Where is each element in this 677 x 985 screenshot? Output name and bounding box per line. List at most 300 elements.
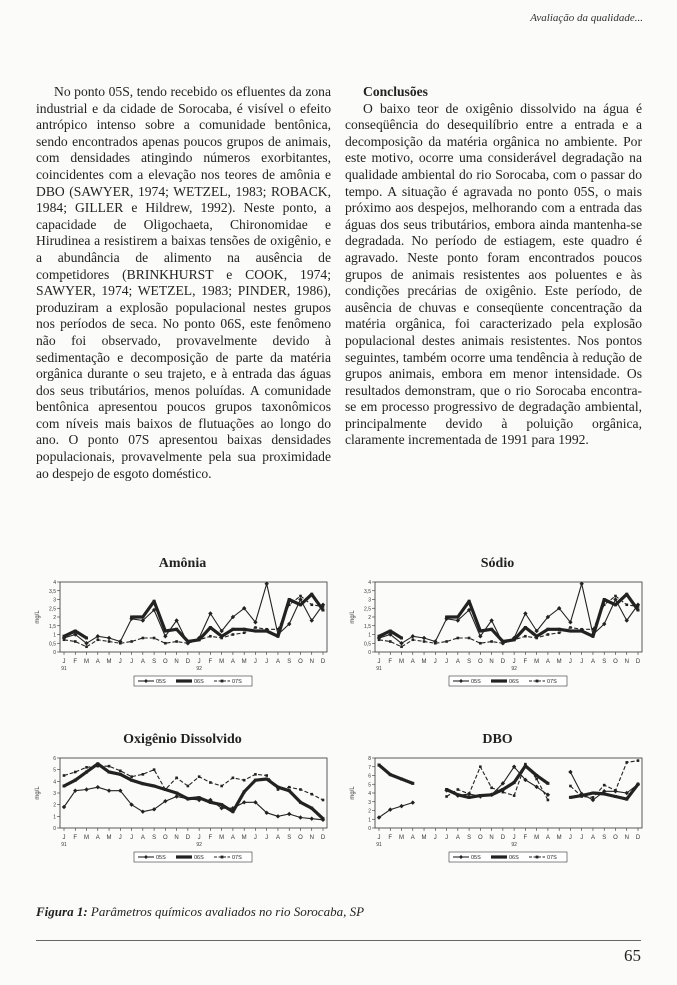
chart-svg: [345, 576, 650, 700]
data-point-05S: [107, 788, 111, 792]
x-tick-label: J: [130, 659, 134, 665]
y-tick-label: 1: [368, 632, 371, 639]
y-axis-label: mg/L: [350, 610, 356, 624]
y-tick-label: 3: [53, 791, 56, 797]
x-tick-label: O: [298, 835, 303, 841]
data-point-07S: [502, 642, 505, 645]
x-tick-label: A: [455, 659, 460, 665]
data-point-07S: [220, 785, 223, 788]
data-point-07S: [142, 773, 145, 776]
legend-marker: [498, 680, 501, 683]
data-point-06S: [546, 628, 549, 631]
data-point-06S: [85, 771, 88, 774]
y-tick-label: 2: [53, 615, 56, 621]
data-point-06S: [231, 810, 234, 813]
chart-svg: [30, 752, 335, 876]
data-point-06S: [186, 797, 189, 800]
x-tick-label: A: [140, 659, 145, 665]
x-tick-label: D: [635, 835, 641, 841]
data-point-07S: [547, 799, 550, 802]
series-line-07S: [64, 766, 323, 800]
year-label: 92: [511, 842, 517, 848]
year-label: 91: [61, 842, 67, 848]
y-tick-label: 4: [368, 580, 371, 586]
x-tick-label: S: [467, 659, 472, 665]
data-point-07S: [580, 628, 583, 631]
data-point-07S: [524, 763, 527, 766]
data-point-07S: [490, 786, 493, 789]
data-point-07S: [108, 765, 111, 768]
data-point-07S: [535, 778, 538, 781]
data-point-06S: [85, 637, 88, 640]
y-tick-label: 1,5: [49, 623, 56, 630]
data-point-07S: [119, 642, 122, 645]
x-tick-label: J: [62, 659, 66, 665]
x-tick-label: J: [568, 659, 572, 665]
data-point-05S: [298, 597, 302, 601]
data-point-05S: [276, 814, 280, 818]
data-point-07S: [74, 771, 77, 774]
section-heading: Conclusões: [363, 84, 428, 99]
y-tick-label: 7: [368, 764, 371, 771]
x-tick-label: A: [590, 659, 595, 665]
x-tick-label: O: [478, 835, 483, 841]
data-point-05S: [287, 812, 291, 816]
data-point-07S: [445, 640, 448, 643]
x-tick-label: J: [512, 659, 516, 665]
x-tick-label: F: [388, 835, 393, 841]
y-tick-label: 3,5: [364, 588, 371, 595]
y-tick-label: 6: [368, 773, 371, 780]
legend-marker: [221, 680, 224, 683]
chart-amonia: [30, 556, 335, 696]
data-point-05S: [107, 636, 111, 640]
x-tick-label: O: [613, 659, 618, 665]
data-point-07S: [580, 795, 583, 798]
data-point-06S: [108, 771, 111, 774]
y-tick-label: 5: [368, 782, 371, 789]
year-label: 91: [376, 842, 382, 848]
data-point-07S: [63, 638, 66, 641]
data-point-05S: [96, 785, 100, 789]
x-tick-label: F: [208, 835, 213, 841]
data-point-05S: [298, 815, 302, 819]
data-point-07S: [378, 638, 381, 641]
x-tick-label: M: [556, 659, 562, 665]
data-point-07S: [288, 786, 291, 789]
data-point-06S: [175, 628, 178, 631]
x-tick-label: D: [320, 659, 326, 665]
y-axis-label: mg/L: [35, 610, 41, 624]
legend-label: 05S: [471, 855, 481, 861]
data-point-06S: [243, 790, 246, 793]
series-line-06S: [64, 764, 323, 819]
x-tick-label: S: [287, 659, 292, 665]
chart-title: Amônia: [158, 556, 207, 571]
x-tick-label: S: [602, 835, 607, 841]
data-point-07S: [130, 640, 133, 643]
data-point-07S: [310, 603, 313, 606]
data-point-06S: [456, 793, 459, 796]
chart-title: DBO: [482, 732, 513, 747]
x-tick-label: S: [152, 835, 157, 841]
data-point-07S: [153, 637, 156, 640]
data-point-07S: [423, 640, 426, 643]
data-point-07S: [400, 645, 403, 648]
x-tick-label: A: [95, 835, 100, 841]
y-axis-label: mg/L: [350, 786, 356, 800]
chart-title: Sódio: [480, 556, 515, 571]
y-tick-label: 4: [53, 580, 56, 586]
data-point-07S: [524, 635, 527, 638]
x-tick-label: F: [388, 659, 393, 665]
data-point-07S: [243, 779, 246, 782]
data-point-07S: [198, 638, 201, 641]
data-point-07S: [277, 628, 280, 631]
chart-title: Oxigênio Dissolvido: [123, 732, 242, 747]
data-point-07S: [85, 645, 88, 648]
x-tick-label: D: [500, 835, 506, 841]
running-head: Avaliação da qualidade...: [530, 12, 643, 24]
x-tick-label: J: [197, 835, 201, 841]
data-point-05S: [399, 804, 403, 808]
x-tick-label: O: [298, 659, 303, 665]
data-point-07S: [232, 633, 235, 636]
chart-svg: [345, 752, 650, 876]
x-tick-label: M: [241, 659, 247, 665]
x-tick-label: A: [275, 835, 280, 841]
data-point-06S: [153, 785, 156, 788]
x-tick-label: J: [377, 835, 381, 841]
year-label: 92: [196, 842, 202, 848]
data-point-06S: [524, 626, 527, 629]
y-tick-label: 4: [368, 791, 371, 797]
x-tick-label: A: [545, 659, 550, 665]
data-point-06S: [614, 603, 617, 606]
x-tick-label: J: [433, 835, 437, 841]
data-point-06S: [130, 779, 133, 782]
data-point-05S: [422, 636, 426, 640]
data-point-06S: [130, 616, 133, 619]
x-tick-label: A: [95, 659, 100, 665]
left-column: [36, 84, 331, 482]
x-tick-label: M: [556, 835, 562, 841]
data-point-06S: [625, 593, 628, 596]
year-label: 92: [511, 666, 517, 672]
data-point-07S: [243, 631, 246, 634]
data-point-06S: [445, 616, 448, 619]
x-tick-label: M: [421, 835, 427, 841]
data-point-07S: [175, 640, 178, 643]
data-point-06S: [63, 635, 66, 638]
x-tick-label: M: [241, 835, 247, 841]
y-axis-label: mg/L: [35, 786, 41, 800]
data-point-06S: [411, 782, 414, 785]
x-tick-label: A: [140, 835, 145, 841]
data-point-06S: [400, 637, 403, 640]
data-point-06S: [322, 817, 325, 820]
data-point-07S: [96, 638, 99, 641]
data-point-06S: [569, 630, 572, 633]
legend-label: 07S: [232, 679, 242, 685]
x-tick-label: A: [590, 835, 595, 841]
x-tick-label: M: [84, 659, 90, 665]
data-point-06S: [209, 801, 212, 804]
data-point-07S: [637, 605, 640, 608]
data-point-05S: [613, 597, 617, 601]
data-point-06S: [63, 785, 66, 788]
x-tick-label: J: [118, 659, 122, 665]
data-point-05S: [242, 800, 246, 804]
x-tick-label: J: [580, 835, 584, 841]
series-line-05S: [379, 803, 413, 818]
x-tick-label: O: [163, 835, 168, 841]
y-tick-label: 3: [368, 597, 371, 604]
legend-label: 05S: [156, 855, 166, 861]
legend-label: 05S: [471, 679, 481, 685]
legend-label: 06S: [194, 679, 204, 685]
figure-caption: [36, 904, 364, 920]
x-tick-label: D: [185, 835, 191, 841]
legend-marker: [536, 856, 539, 859]
y-tick-label: 3,5: [49, 588, 56, 595]
data-point-05S: [411, 800, 415, 804]
legend-marker: [498, 856, 501, 859]
data-point-07S: [445, 795, 448, 798]
data-point-07S: [603, 603, 606, 606]
x-tick-label: M: [106, 659, 112, 665]
x-tick-label: D: [185, 659, 191, 665]
legend-label: 06S: [509, 855, 519, 861]
data-point-06S: [490, 793, 493, 796]
data-point-06S: [198, 796, 201, 799]
x-tick-label: J: [433, 659, 437, 665]
x-tick-label: N: [174, 835, 179, 841]
footer-rule: [36, 940, 641, 941]
series-line-06S: [379, 765, 413, 783]
data-point-07S: [299, 788, 302, 791]
data-point-06S: [400, 778, 403, 781]
x-tick-label: J: [62, 835, 66, 841]
x-tick-label: A: [410, 659, 415, 665]
x-tick-label: A: [230, 835, 235, 841]
data-point-06S: [468, 796, 471, 799]
data-point-06S: [276, 635, 279, 638]
data-point-06S: [637, 609, 640, 612]
data-point-07S: [299, 595, 302, 598]
data-point-06S: [445, 788, 448, 791]
data-point-07S: [63, 774, 66, 777]
y-tick-label: 1: [368, 817, 371, 824]
series-line-06S: [447, 766, 548, 798]
data-point-06S: [468, 600, 471, 603]
data-point-07S: [603, 784, 606, 787]
data-point-07S: [468, 793, 471, 796]
plot-frame: [60, 758, 327, 828]
data-point-06S: [141, 782, 144, 785]
data-point-06S: [558, 628, 561, 631]
x-tick-label: M: [534, 835, 540, 841]
data-point-07S: [187, 785, 190, 788]
data-point-07S: [265, 774, 268, 777]
x-tick-label: N: [309, 835, 314, 841]
y-tick-label: 2: [53, 802, 56, 809]
data-point-06S: [310, 593, 313, 596]
x-tick-label: J: [197, 659, 201, 665]
data-point-06S: [479, 794, 482, 797]
data-point-06S: [322, 609, 325, 612]
data-point-06S: [603, 598, 606, 601]
data-point-07S: [625, 603, 628, 606]
chart-sodio: [345, 556, 650, 696]
data-point-06S: [456, 616, 459, 619]
data-point-06S: [153, 600, 156, 603]
data-point-05S: [568, 770, 572, 774]
data-point-06S: [389, 773, 392, 776]
data-point-06S: [220, 803, 223, 806]
chart-svg: [30, 576, 335, 700]
data-point-06S: [209, 626, 212, 629]
data-point-06S: [288, 789, 291, 792]
data-point-06S: [389, 630, 392, 633]
year-label: 91: [376, 666, 382, 672]
y-tick-label: 0,5: [364, 641, 371, 648]
x-tick-label: S: [152, 659, 157, 665]
data-point-06S: [479, 630, 482, 633]
data-point-06S: [378, 635, 381, 638]
chart-oxigenio-dissolvido: [30, 732, 335, 872]
x-tick-label: N: [489, 835, 494, 841]
data-point-07S: [175, 777, 178, 780]
y-tick-label: 6: [53, 756, 56, 762]
data-point-07S: [310, 793, 313, 796]
x-tick-label: O: [478, 659, 483, 665]
data-point-06S: [164, 630, 167, 633]
y-tick-label: 2,5: [364, 606, 371, 613]
data-point-07S: [457, 637, 460, 640]
x-tick-label: J: [265, 659, 269, 665]
x-tick-label: J: [265, 835, 269, 841]
x-tick-label: J: [253, 835, 257, 841]
y-tick-label: 2: [368, 808, 371, 815]
x-tick-label: M: [219, 659, 225, 665]
data-point-06S: [288, 598, 291, 601]
y-tick-label: 0: [368, 650, 371, 656]
year-label: 91: [61, 666, 67, 672]
data-point-06S: [265, 778, 268, 781]
data-point-07S: [457, 788, 460, 791]
data-point-07S: [187, 642, 190, 645]
chart-dbo: [345, 732, 650, 872]
data-point-06S: [175, 792, 178, 795]
x-tick-label: O: [613, 835, 618, 841]
legend-marker: [183, 680, 186, 683]
data-point-06S: [299, 603, 302, 606]
x-tick-label: F: [73, 659, 78, 665]
data-point-07S: [288, 603, 291, 606]
figure-caption-text: Parâmetros químicos avaliados no rio Sorocaba, SP: [90, 904, 365, 919]
figure-label: Figura 1:: [36, 904, 88, 919]
x-tick-label: F: [208, 659, 213, 665]
x-tick-label: A: [230, 659, 235, 665]
data-point-06S: [74, 779, 77, 782]
data-point-07S: [614, 789, 617, 792]
data-point-07S: [547, 633, 550, 636]
data-point-07S: [130, 775, 133, 778]
data-point-06S: [141, 616, 144, 619]
data-point-07S: [592, 796, 595, 799]
x-tick-label: M: [534, 659, 540, 665]
legend-label: 06S: [194, 855, 204, 861]
x-tick-label: J: [377, 659, 381, 665]
x-tick-label: M: [219, 835, 225, 841]
data-point-07S: [198, 775, 201, 778]
data-point-07S: [254, 626, 257, 629]
x-tick-label: N: [624, 659, 629, 665]
year-label: 92: [196, 666, 202, 672]
data-point-07S: [490, 640, 493, 643]
x-tick-label: M: [421, 659, 427, 665]
data-point-06S: [569, 796, 572, 799]
data-point-06S: [591, 792, 594, 795]
y-tick-label: 5: [53, 767, 56, 774]
data-point-06S: [501, 788, 504, 791]
y-tick-label: 3: [368, 799, 371, 806]
x-tick-label: M: [84, 835, 90, 841]
y-tick-label: 1: [53, 814, 56, 821]
data-point-07S: [468, 637, 471, 640]
data-point-05S: [310, 816, 314, 820]
x-tick-label: J: [445, 835, 449, 841]
legend-label: 07S: [547, 679, 557, 685]
data-point-07S: [119, 770, 122, 773]
x-tick-label: A: [455, 835, 460, 841]
x-tick-label: J: [118, 835, 122, 841]
data-point-07S: [322, 605, 325, 608]
data-point-06S: [231, 628, 234, 631]
x-tick-label: N: [309, 659, 314, 665]
x-tick-label: N: [174, 659, 179, 665]
y-tick-label: 1,5: [364, 623, 371, 630]
x-tick-label: D: [635, 659, 641, 665]
x-tick-label: F: [523, 835, 528, 841]
x-tick-label: J: [253, 659, 257, 665]
y-tick-label: 8: [368, 756, 371, 762]
y-tick-label: 4: [53, 779, 56, 786]
data-point-07S: [592, 628, 595, 631]
data-point-06S: [603, 792, 606, 795]
x-tick-label: N: [489, 659, 494, 665]
data-point-07S: [637, 759, 640, 762]
data-point-07S: [513, 794, 516, 797]
x-tick-label: F: [73, 835, 78, 841]
legend-label: 07S: [547, 855, 557, 861]
data-point-07S: [535, 637, 538, 640]
data-point-06S: [74, 630, 77, 633]
data-point-07S: [479, 642, 482, 645]
data-point-06S: [310, 807, 313, 810]
data-point-07S: [502, 791, 505, 794]
x-tick-label: A: [545, 835, 550, 841]
data-point-06S: [254, 779, 257, 782]
data-point-07S: [96, 765, 99, 768]
y-tick-label: 0: [53, 650, 56, 656]
data-point-07S: [153, 768, 156, 771]
data-point-07S: [209, 635, 212, 638]
x-tick-label: D: [320, 835, 326, 841]
data-point-06S: [254, 630, 257, 633]
data-point-07S: [265, 628, 268, 631]
